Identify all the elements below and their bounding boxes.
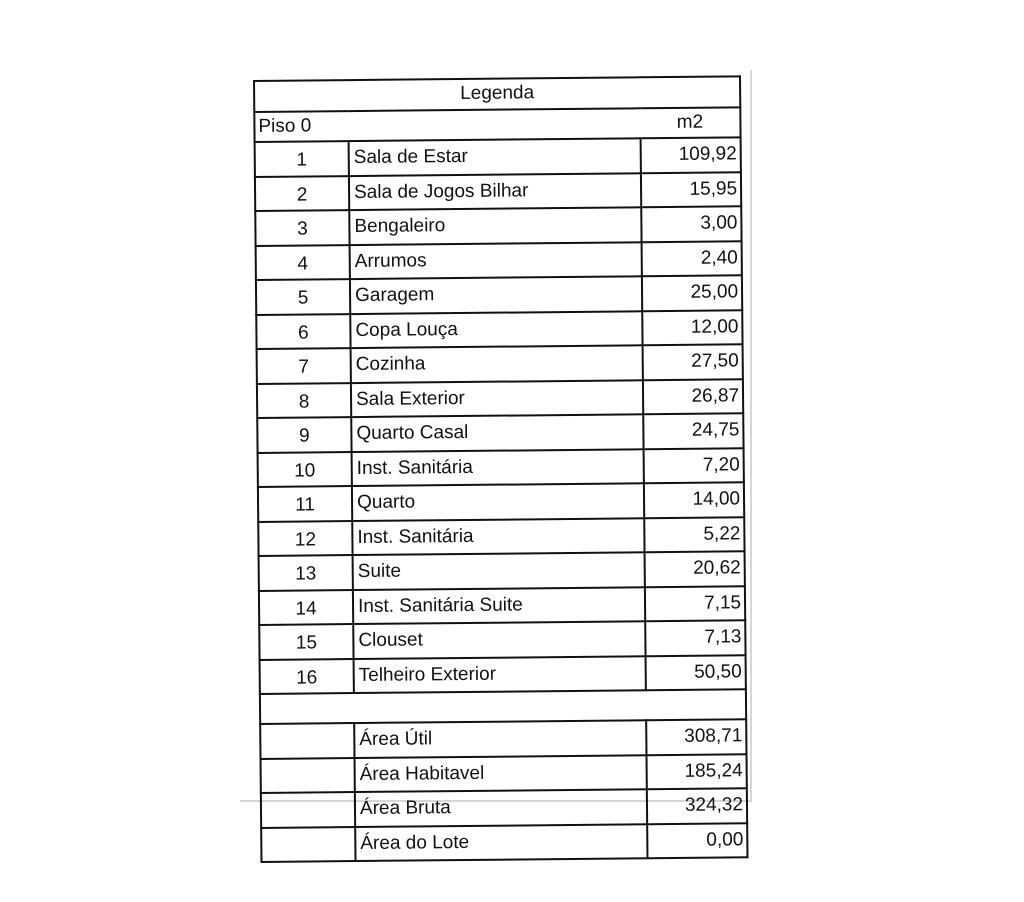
legend-table [253, 75, 749, 863]
room-name: Sala Exterior [351, 380, 643, 417]
room-area: 14,00 [644, 482, 744, 517]
room-number: 16 [260, 659, 354, 694]
room-name: Cozinha [351, 345, 643, 382]
table-row [256, 310, 742, 349]
floor-header-row [254, 107, 740, 142]
room-number: 5 [256, 279, 350, 314]
room-name: Garagem [350, 276, 642, 313]
room-area: 7,13 [645, 620, 745, 655]
table-row [255, 137, 741, 176]
room-area: 7,20 [644, 448, 744, 483]
room-number: 13 [259, 555, 353, 590]
summary-empty-cell [261, 827, 355, 862]
room-area: 15,95 [641, 172, 741, 207]
room-number: 2 [255, 176, 349, 211]
table-row [257, 413, 743, 452]
table-row [259, 586, 745, 625]
room-area: 5,22 [644, 517, 744, 552]
summary-label: Área Bruta [355, 789, 647, 826]
table-row [255, 206, 741, 245]
room-name: Sala de Jogos Bilhar [349, 173, 641, 210]
room-number: 12 [258, 521, 352, 556]
room-name: Quarto [352, 483, 644, 520]
room-name: Copa Louça [350, 311, 642, 348]
table-row [258, 482, 744, 521]
room-name: Quarto Casal [351, 414, 643, 451]
room-area: 50,50 [646, 655, 746, 690]
room-area: 3,00 [641, 206, 741, 241]
summary-area: 308,71 [646, 719, 746, 754]
summary-label: Área Útil [354, 720, 646, 757]
table-row [258, 448, 744, 487]
table-row [256, 241, 742, 280]
room-area: 26,87 [643, 379, 743, 414]
room-number: 3 [255, 210, 349, 245]
table-row [257, 379, 743, 418]
room-number: 9 [257, 417, 351, 452]
floor-label: Piso 0 [254, 108, 640, 142]
room-name: Clouset [353, 621, 645, 658]
unit-label: m2 [640, 107, 740, 138]
room-number: 14 [259, 590, 353, 625]
room-area: 25,00 [642, 275, 742, 310]
room-area: 20,62 [645, 551, 745, 586]
room-area: 12,00 [642, 310, 742, 345]
room-name: Bengaleiro [349, 207, 641, 244]
room-name: Arrumos [350, 242, 642, 279]
room-number: 11 [258, 486, 352, 521]
summary-label: Área do Lote [355, 824, 647, 861]
summary-label: Área Habitavel [355, 755, 647, 792]
table-row [256, 275, 742, 314]
room-area: 2,40 [642, 241, 742, 276]
room-name: Suite [353, 552, 645, 589]
legend-table-body [254, 76, 748, 862]
room-name: Sala de Estar [349, 138, 641, 175]
room-number: 15 [259, 624, 353, 659]
table-row [255, 172, 741, 211]
summary-empty-cell [260, 723, 354, 758]
room-name: Inst. Sanitária Suite [353, 587, 645, 624]
summary-empty-cell [261, 758, 355, 793]
spacer-row [260, 689, 746, 724]
room-area: 27,50 [643, 344, 743, 379]
summary-row [261, 823, 747, 862]
room-number: 7 [257, 348, 351, 383]
summary-row [260, 719, 746, 758]
table-row [258, 517, 744, 556]
room-name: Telheiro Exterior [354, 656, 646, 693]
summary-area: 324,32 [647, 788, 747, 823]
summary-empty-cell [261, 792, 355, 827]
spacer-cell [260, 689, 746, 724]
room-area: 24,75 [643, 413, 743, 448]
legend-title: Legenda [254, 76, 740, 111]
room-number: 8 [257, 383, 351, 418]
summary-row [261, 754, 747, 793]
summary-row [261, 788, 747, 827]
room-number: 4 [256, 245, 350, 280]
legend-title-row [254, 76, 740, 111]
room-number: 6 [256, 314, 350, 349]
room-name: Inst. Sanitária [352, 518, 644, 555]
summary-area: 0,00 [647, 823, 747, 858]
room-area: 7,15 [645, 586, 745, 621]
table-row [259, 551, 745, 590]
table-row [257, 344, 743, 383]
room-number: 1 [255, 141, 349, 176]
room-name: Inst. Sanitária [352, 449, 644, 486]
room-number: 10 [258, 452, 352, 487]
summary-area: 185,24 [646, 754, 746, 789]
table-row [260, 655, 746, 694]
room-area: 109,92 [641, 137, 741, 172]
table-row [259, 620, 745, 659]
